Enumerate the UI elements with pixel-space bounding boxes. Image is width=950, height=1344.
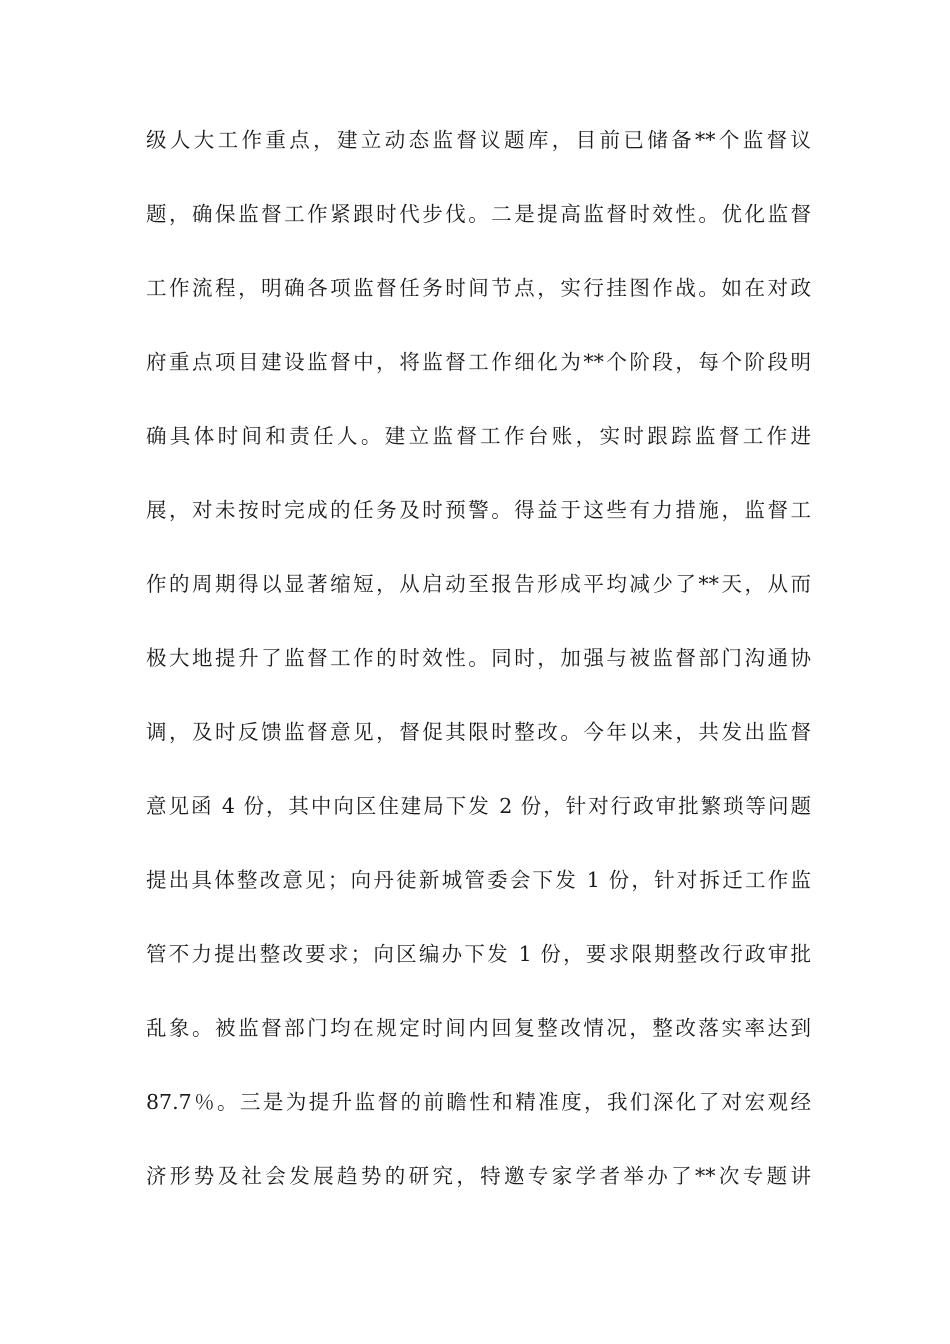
text-line: 提出具体整改意见；向丹徒新城管委会下发 1 份，针对拆迁工作监: [146, 868, 811, 892]
text-line: 级人大工作重点，建立动态监督议题库，目前已储备**个监督议: [146, 128, 811, 152]
text-line: 作的周期得以显著缩短，从启动至报告形成平均减少了**天，从而: [146, 572, 811, 596]
text-line: 87.7％。三是为提升监督的前瞻性和精准度，我们深化了对宏观经: [146, 1090, 811, 1114]
text-line: 管不力提出整改要求；向区编办下发 1 份，要求限期整改行政审批: [146, 942, 811, 966]
text-line: 工作流程，明确各项监督任务时间节点，实行挂图作战。如在对政: [146, 276, 811, 300]
text-line: 题，确保监督工作紧跟时代步伐。二是提高监督时效性。优化监督: [146, 202, 811, 226]
text-line: 极大地提升了监督工作的时效性。同时，加强与被监督部门沟通协: [146, 646, 811, 670]
body-text: [146, 118, 811, 1228]
text-line: 府重点项目建设监督中，将监督工作细化为**个阶段，每个阶段明: [146, 350, 811, 374]
text-line: 展，对未按时完成的任务及时预警。得益于这些有力措施，监督工: [146, 498, 811, 522]
text-line: 乱象。被监督部门均在规定时间内回复整改情况，整改落实率达到: [146, 1016, 811, 1040]
text-line: 济形势及社会发展趋势的研究，特邀专家学者举办了**次专题讲: [146, 1164, 811, 1188]
text-line: 确具体时间和责任人。建立监督工作台账，实时跟踪监督工作进: [146, 424, 811, 448]
text-line: 意见函 4 份，其中向区住建局下发 2 份，针对行政审批繁琐等问题: [146, 794, 811, 818]
text-line: 调，及时反馈监督意见，督促其限时整改。今年以来，共发出监督: [146, 720, 811, 744]
